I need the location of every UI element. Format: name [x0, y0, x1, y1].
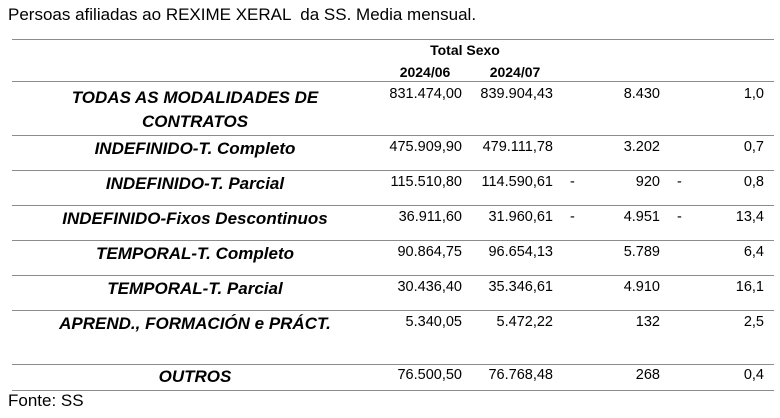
row-label: INDEFINIDO-Fixos Descontinuos [62, 209, 328, 228]
percent-change: 0,7 [743, 139, 764, 155]
percent-sign: - [677, 209, 682, 225]
value-2024-07: 839.904,43 [480, 86, 553, 102]
percent-change: 0,8 [743, 174, 764, 190]
difference: 268 [635, 367, 660, 383]
value-2024-07: 76.768,48 [488, 367, 553, 383]
row-label: INDEFINIDO-T. Parcial [105, 174, 285, 193]
value-2024-06: 475.909,90 [389, 139, 462, 155]
rule-header [12, 81, 774, 82]
percent-sign: - [677, 174, 682, 190]
difference: 920 [635, 174, 660, 190]
percent-change: 2,5 [743, 314, 764, 330]
percent-change: 1,0 [743, 86, 764, 102]
difference: 5.789 [623, 244, 660, 260]
value-2024-07: 114.590,61 [481, 174, 553, 190]
value-2024-06: 115.510,80 [390, 174, 462, 190]
rule-row [12, 205, 774, 206]
value-2024-06: 831.474,00 [389, 86, 462, 102]
difference-sign: - [570, 209, 575, 225]
value-2024-06: 36.911,60 [398, 209, 462, 225]
difference: 4.951 [623, 209, 660, 225]
value-2024-07: 5.472,22 [496, 314, 553, 330]
value-2024-07: 96.654,13 [488, 244, 553, 260]
row-label: TEMPORAL-T. Parcial [107, 279, 283, 298]
rule-top [12, 39, 774, 40]
row-label: TODAS AS MODALIDADES DE CONTRATOS [71, 88, 319, 131]
difference: 132 [635, 314, 660, 330]
row-label: OUTROS [158, 367, 232, 386]
source-note: Fonte: SS [8, 391, 84, 410]
value-2024-06: 76.500,50 [397, 367, 462, 383]
difference: 8.430 [623, 86, 660, 102]
difference-sign: - [570, 174, 575, 190]
value-2024-07: 35.346,61 [488, 279, 553, 295]
row-label: INDEFINIDO-T. Completo [94, 139, 296, 158]
rule-row [12, 170, 774, 171]
percent-change: 6,4 [743, 244, 764, 260]
percent-change: 16,1 [735, 279, 764, 295]
difference: 4.910 [623, 279, 660, 295]
rule-row [12, 310, 774, 311]
value-2024-07: 31.960,61 [488, 209, 553, 225]
percent-change: 0,4 [743, 367, 764, 383]
percent-change: 13,4 [735, 209, 764, 225]
rule-row [12, 135, 774, 136]
table-title: Persoas afiliadas ao REXIME XERAL da SS. Media mensual. [8, 5, 477, 24]
header-col-2024-06: 2024/06 [399, 64, 451, 80]
difference: 3.202 [623, 139, 660, 155]
rule-bottom [12, 390, 774, 391]
header-col-2024-07: 2024/07 [489, 64, 541, 80]
value-2024-07: 479.111,78 [482, 139, 553, 155]
value-2024-06: 90.864,75 [397, 244, 462, 260]
rule-row [12, 275, 774, 276]
header-group: Total Sexo [430, 42, 500, 58]
row-label: TEMPORAL-T. Completo [96, 244, 294, 263]
value-2024-06: 5.340,05 [405, 314, 462, 330]
value-2024-06: 30.436,40 [397, 279, 462, 295]
rule-row [12, 240, 774, 241]
row-label: APREND., FORMACIÓN e PRÁCT. [59, 314, 331, 333]
